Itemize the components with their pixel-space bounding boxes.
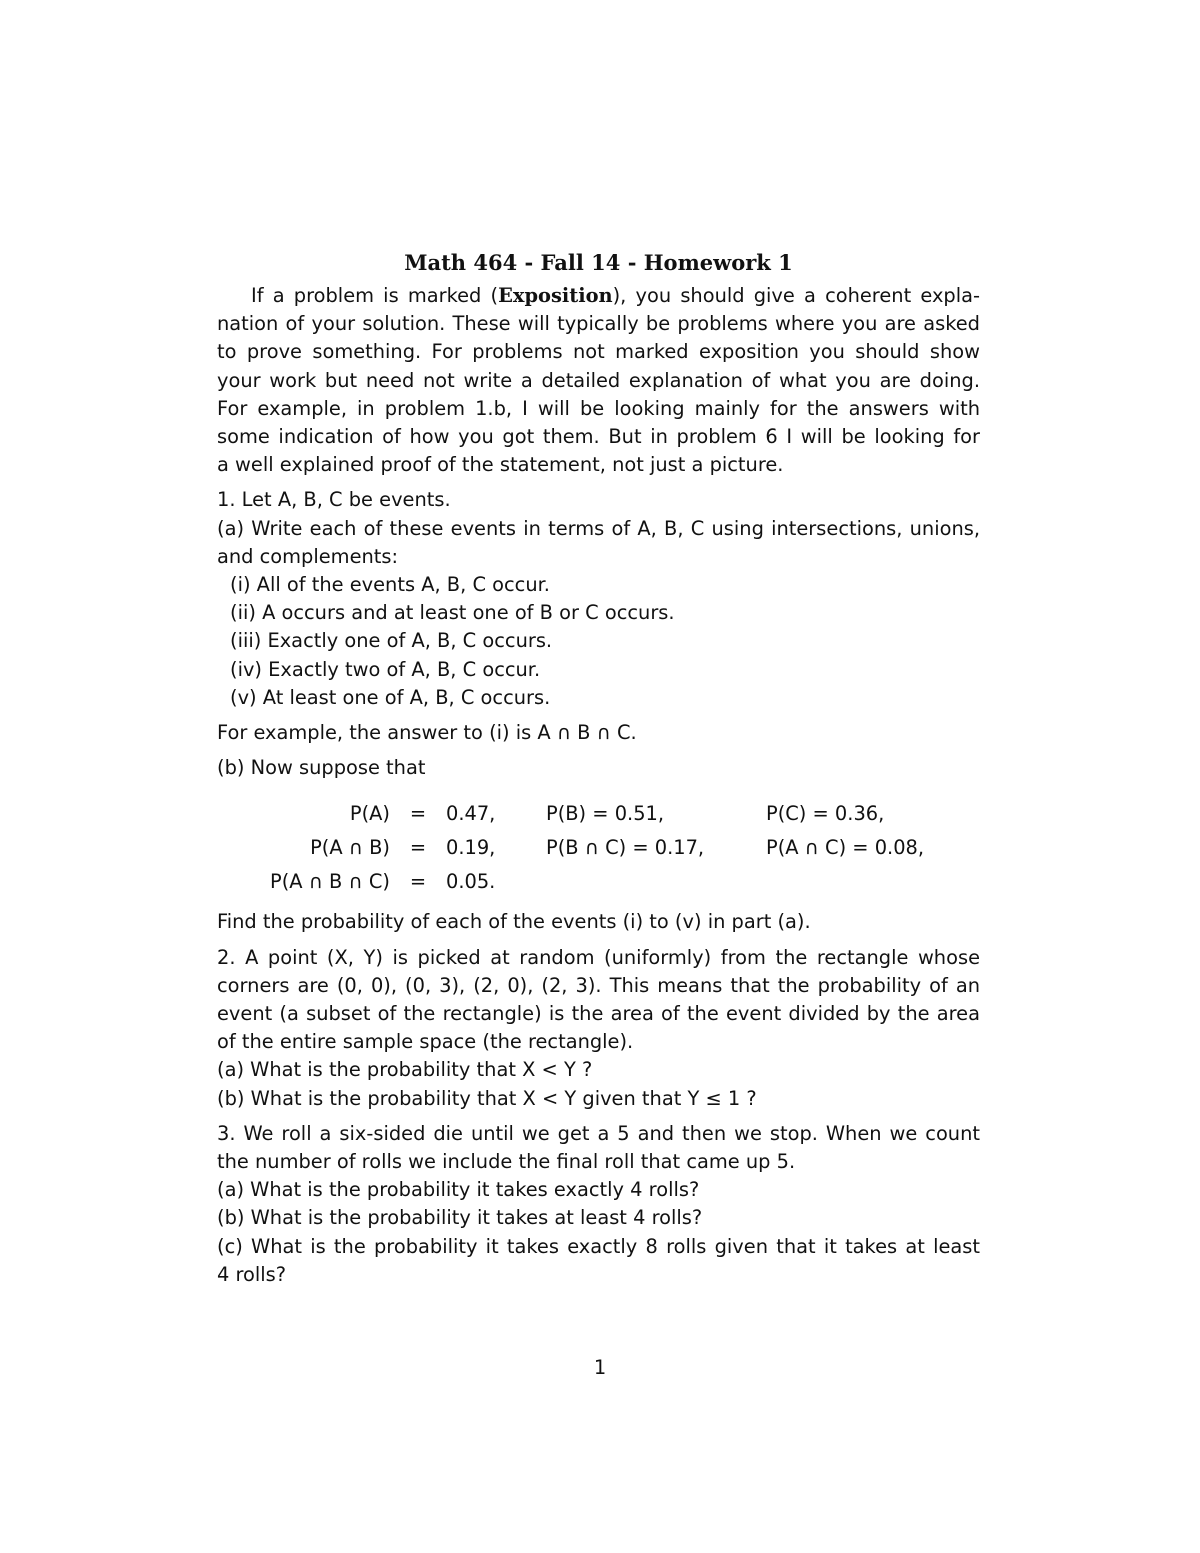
problem-1a-item: (i) All of the events A, B, C occur. bbox=[230, 573, 550, 597]
equation-value: 0.19, bbox=[446, 835, 496, 859]
equation-extra bbox=[766, 864, 924, 898]
page-number: 1 bbox=[593, 1356, 607, 1379]
equation-extra: P(C) = 0.36, bbox=[766, 801, 885, 825]
problem-1 bbox=[217, 486, 980, 936]
intro-text: ), you should give a coherent expla- bbox=[612, 284, 980, 307]
intro-paragraph bbox=[217, 282, 980, 479]
intro-line: nation of your solution. These will typically be problems where you are asked bbox=[217, 312, 980, 336]
problem-2a: (a) What is the probability that X < Y ? bbox=[217, 1058, 593, 1082]
intro-text: If a problem is marked ( bbox=[251, 284, 499, 307]
equation-extra bbox=[546, 864, 766, 898]
intro-line: a well explained proof of the statement, not just a picture. bbox=[217, 453, 784, 477]
equals-sign: = bbox=[409, 835, 427, 859]
equation-row bbox=[217, 796, 924, 830]
intro-line bbox=[217, 282, 980, 310]
problem-1a-item: (ii) A occurs and at least one of B or C occurs. bbox=[230, 601, 675, 625]
problem-3 bbox=[217, 1120, 980, 1289]
problem-2-line: event (a subset of the rectangle) is the area of the event divided by the area bbox=[217, 1002, 980, 1026]
probability-equations bbox=[217, 796, 924, 898]
intro-line: some indication of how you got them. But in problem 6 I will be looking for bbox=[217, 425, 980, 449]
problem-2b: (b) What is the probability that X < Y given that Y ≤ 1 ? bbox=[217, 1086, 757, 1110]
equation-lhs: P(A) bbox=[349, 801, 390, 825]
problem-1-find: Find the probability of each of the events (i) to (v) in part (a). bbox=[217, 910, 811, 934]
intro-line: your work but need not write a detailed explanation of what you are doing. bbox=[217, 368, 980, 392]
equation-lhs: P(A ∩ B) bbox=[310, 835, 390, 859]
problem-1a-line: and complements: bbox=[217, 544, 399, 568]
problem-3c-line: 4 rolls? bbox=[217, 1262, 287, 1286]
problem-1a-item: (v) At least one of A, B, C occurs. bbox=[230, 685, 551, 709]
problem-2-line: 2. A point (X, Y) is picked at random (uniformly) from the rectangle whose bbox=[217, 945, 980, 969]
problem-1-example: For example, the answer to (i) is A ∩ B ∩ C. bbox=[217, 721, 637, 745]
document-title: Math 464 - Fall 14 - Homework 1 bbox=[404, 250, 793, 275]
problem-3-line: 3. We roll a six-sided die until we get a 5 and then we stop. When we count bbox=[217, 1121, 980, 1145]
equation-extra: P(B) = 0.51, bbox=[546, 801, 665, 825]
problem-2 bbox=[217, 944, 980, 1113]
intro-line: For example, in problem 1.b, I will be looking mainly for the answers with bbox=[217, 396, 980, 420]
equation-value: 0.47, bbox=[446, 801, 496, 825]
problem-2-line: corners are (0, 0), (0, 3), (2, 0), (2, 3). This means that the probability of an bbox=[217, 973, 980, 997]
equation-value: 0.05. bbox=[446, 869, 496, 893]
equation-row bbox=[217, 830, 924, 864]
equation-extra: P(B ∩ C) = 0.17, bbox=[546, 835, 705, 859]
problem-3a: (a) What is the probability it takes exactly 4 rolls? bbox=[217, 1178, 700, 1202]
problem-1b-header: (b) Now suppose that bbox=[217, 756, 426, 780]
problem-1a-line: (a) Write each of these events in terms of A, B, C using intersections, unions, bbox=[217, 516, 980, 540]
problem-3b: (b) What is the probability it takes at least 4 rolls? bbox=[217, 1206, 703, 1230]
problem-1a-item: (iii) Exactly one of A, B, C occurs. bbox=[230, 629, 553, 653]
homework-page bbox=[217, 249, 980, 1289]
equation-extra: P(A ∩ C) = 0.08, bbox=[766, 835, 925, 859]
equation-lhs: P(A ∩ B ∩ C) bbox=[270, 869, 390, 893]
problem-3-line: the number of rolls we include the final roll that came up 5. bbox=[217, 1150, 796, 1174]
exposition-bold: Exposition bbox=[498, 284, 613, 307]
equals-sign: = bbox=[409, 801, 427, 825]
equation-row bbox=[217, 864, 924, 898]
problem-3c-line: (c) What is the probability it takes exactly 8 rolls given that it takes at least bbox=[217, 1234, 980, 1258]
problem-1a-item: (iv) Exactly two of A, B, C occur. bbox=[230, 657, 541, 681]
intro-line: to prove something. For problems not marked exposition you should show bbox=[217, 340, 980, 364]
equals-sign: = bbox=[409, 869, 427, 893]
problem-1-header: 1. Let A, B, C be events. bbox=[217, 488, 451, 512]
problem-2-line: of the entire sample space (the rectangle). bbox=[217, 1030, 634, 1054]
